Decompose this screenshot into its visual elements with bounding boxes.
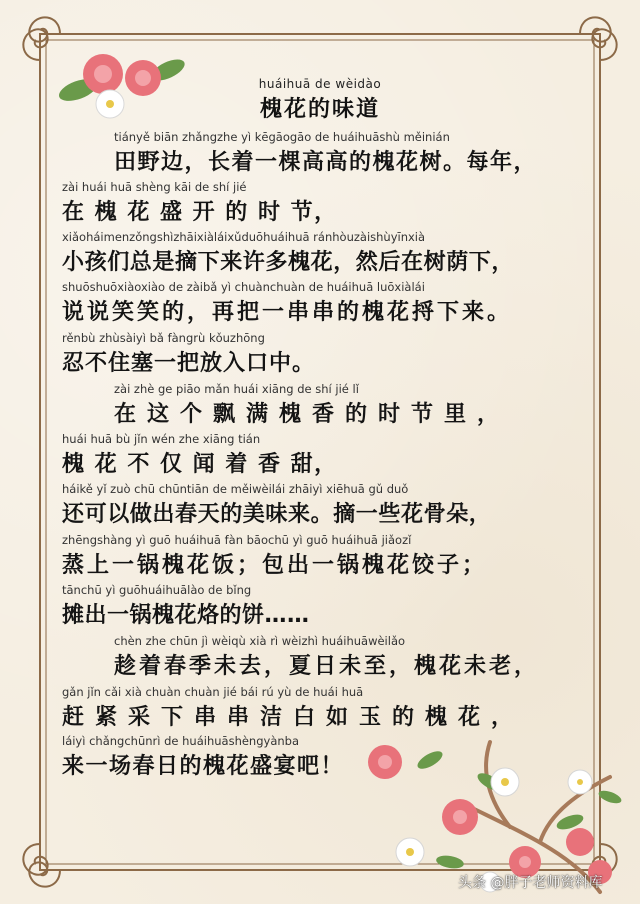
- line-text: 摊出一锅槐花烙的饼……: [62, 603, 310, 628]
- text-line: [62, 583, 602, 627]
- text-line: [62, 180, 602, 224]
- text-line: [62, 230, 602, 274]
- line-text: 忍不住塞一把放入口中。: [62, 351, 316, 376]
- line-pinyin: zhēngshàng yì guō huáihuā fàn bāochū yì guō huáihuā jiǎozǐ: [62, 533, 412, 547]
- text-line: [62, 432, 602, 476]
- text-line: [62, 382, 602, 426]
- text-line: [62, 280, 602, 324]
- text-line: [62, 482, 602, 526]
- text-line: [62, 533, 602, 577]
- line-pinyin: tānchū yì guōhuáihuālào de bǐng: [62, 583, 252, 597]
- line-pinyin: chèn zhe chūn jì wèiqù xià rì wèizhì huáihuāwèilǎo: [114, 634, 406, 648]
- line-text: 槐 花 不 仅 闻 着 香 甜，: [62, 452, 338, 477]
- line-text: 还可以做出春天的美味来。摘一些花骨朵，: [62, 502, 492, 527]
- line-text: 在这个飘满槐香的时节里，: [114, 402, 511, 427]
- line-pinyin: xiǎoháimenzǒngshìzhāixiàláixǔduōhuáihuā ránhòuzàishùyīnxià: [62, 230, 426, 244]
- text-line: [62, 331, 602, 375]
- line-pinyin: shuōshuōxiàoxiào de zàibǎ yì chuànchuàn de huáihuā luōxiàlái: [62, 280, 425, 294]
- watermark: 头条 @胖子老师资料库: [458, 875, 603, 891]
- text-line: [62, 734, 602, 778]
- text-line: [62, 634, 602, 678]
- corner-scroll-top-right: [580, 17, 617, 60]
- line-text: 小孩们总是摘下来许多槐花，然后在树荫下，: [62, 250, 515, 275]
- line-pinyin: tiányě biān zhǎngzhe yì kēgāogāo de huáihuāshù měinián: [114, 130, 450, 144]
- line-pinyin: zài zhè ge piāo mǎn huái xiāng de shí jié lǐ: [114, 382, 359, 396]
- title-pinyin: huáihuā de wèidào: [258, 77, 382, 91]
- line-pinyin: gǎn jǐn cǎi xià chuàn chuàn jié bái rú yù de huái huā: [62, 685, 364, 699]
- line-pinyin: zài huái huā shèng kāi de shí jié: [62, 180, 247, 194]
- line-text: 来一场春日的槐花盛宴吧！: [62, 754, 345, 779]
- corner-scroll-bottom-left: [23, 844, 60, 887]
- line-text: 趁着春季未去，夏日未至，槐花未老，: [114, 654, 540, 679]
- line-text: 蒸上一锅槐花饭；包出一锅槐花饺子；: [62, 553, 488, 578]
- line-pinyin: láiyì chǎngchūnrì de huáihuāshèngyànba: [62, 734, 300, 748]
- line-text: 田野边，长着一棵高高的槐花树。每年，: [114, 150, 538, 175]
- text-line: [62, 685, 602, 729]
- line-text: 在 槐 花 盛 开 的 时 节，: [62, 200, 338, 225]
- line-text: 赶紧采下串串洁白如玉的槐花，: [62, 705, 525, 730]
- line-pinyin: háikě yǐ zuò chū chūntiān de měiwèilái zhāiyì xiēhuā gǔ duǒ: [62, 482, 409, 496]
- line-pinyin: huái huā bù jǐn wén zhe xiāng tián: [62, 432, 261, 446]
- page-title: 槐花的味道: [259, 97, 380, 122]
- line-pinyin: rěnbù zhùsàiyì bǎ fàngrù kǒuzhōng: [62, 331, 265, 345]
- text-line: [62, 130, 602, 174]
- line-text: 说说笑笑的，再把一串串的槐花捋下来。: [62, 300, 513, 325]
